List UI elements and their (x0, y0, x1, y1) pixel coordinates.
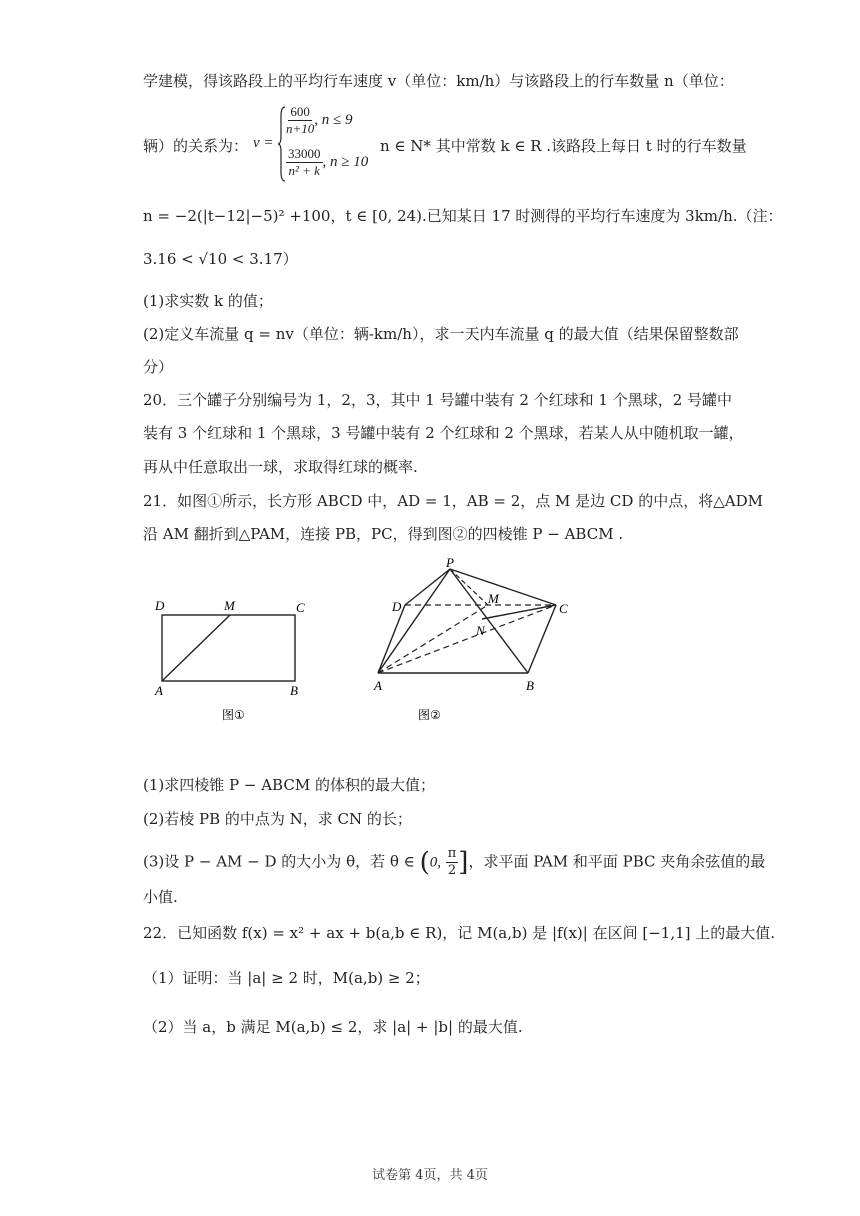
label-N: N (476, 623, 485, 638)
question-20-cont: 装有 3 个红球和 1 个黑球，3 号罐中装有 2 个红球和 2 个黑球，若某人从中随机取一罐， (143, 424, 744, 442)
question-20-cont: 再从中任意取出一球，求取得红球的概率. (143, 458, 418, 476)
label-B: B (526, 678, 534, 693)
text-line: 辆）的关系为： (143, 137, 249, 155)
figure-2-caption: 图② (418, 708, 441, 722)
figure-1-caption: 图① (222, 708, 245, 722)
question-20: 20．三个罐子分别编号为 1，2，3，其中 1 号罐中装有 2 个红球和 1 个黑球，2 号罐中 (143, 391, 733, 409)
text-line: n = −2(|t−12|−5)² +100，t ∈ [0, 24).已知某日 17 时测得的平均行车速度为 3km/h.（注： (143, 207, 783, 225)
question-21-3-cont: 小值. (143, 888, 178, 906)
question-22: 22．已知函数 f(x) = x² + ax + b(a,b ∈ R)，记 M(a,b) 是 |f(x)| 在区间 [−1,1] 上的最大值. (143, 924, 776, 942)
label-C: C (559, 601, 568, 616)
label-P: P (446, 555, 454, 570)
label-D: D (155, 598, 165, 613)
text-line: 3.16 < √10 < 3.17） (143, 250, 298, 268)
question-19-2: (2)定义车流量 q = nv（单位：辆-km/h），求一天内车流量 q 的最大值（结果保留整数部 (143, 325, 739, 343)
question-22-2: （2）当 a，b 满足 M(a,b) ≤ 2，求 |a| + |b| 的最大值. (143, 1018, 523, 1036)
case-2: $\frac{33000}{\text{n² + k}}$ , n ≥ 10 (288, 146, 369, 178)
label-B: B (290, 683, 298, 698)
page-footer: 试卷第 4页，共 4页 (372, 1168, 488, 1183)
label-M: M (488, 591, 499, 606)
figure-1-rectangle (150, 595, 320, 725)
label-M: M (224, 598, 235, 613)
label-D: D (392, 599, 402, 614)
label-C: C (296, 600, 305, 615)
question-19-2-cont: 分） (143, 358, 174, 376)
question-21-2: (2)若棱 PB 的中点为 N，求 CN 的长； (143, 810, 412, 828)
figure-2-pyramid (370, 555, 580, 725)
brace-icon (278, 106, 286, 182)
question-21-3: (3)设 P − AM − D 的大小为 θ，若 θ ∈ (0, $\frac{\pi}{2}$ ]，求平面 PAM 和平面 PBC 夹角余弦值的最 (143, 846, 766, 878)
question-21-cont: 沿 AM 翻折到△PAM，连接 PB，PC，得到图②的四棱锥 P − ABCM . (143, 525, 624, 543)
question-22-1: （1）证明：当 |a| ≥ 2 时，M(a,b) ≥ 2； (143, 969, 430, 987)
text-line: 学建模，得该路段上的平均行车速度 v（单位：km/h）与该路段上的行车数量 n（单位： (143, 72, 734, 90)
text-line: n ∈ N* 其中常数 k ∈ R .该路段上每日 t 时的行车数量 (380, 137, 747, 155)
label-A: A (155, 683, 163, 698)
formula-v: v = (253, 135, 274, 151)
label-A: A (374, 678, 382, 693)
case-1: $\frac{600}{n+10}$ , n ≤ 9 (286, 104, 353, 136)
question-21-1: (1)求四棱锥 P − ABCM 的体积的最大值； (143, 776, 435, 794)
question-21: 21．如图①所示，长方形 ABCD 中，AD = 1，AB = 2，点 M 是边 CD 的中点，将△ADM (143, 492, 763, 510)
question-19-1: (1)求实数 k 的值； (143, 292, 273, 310)
